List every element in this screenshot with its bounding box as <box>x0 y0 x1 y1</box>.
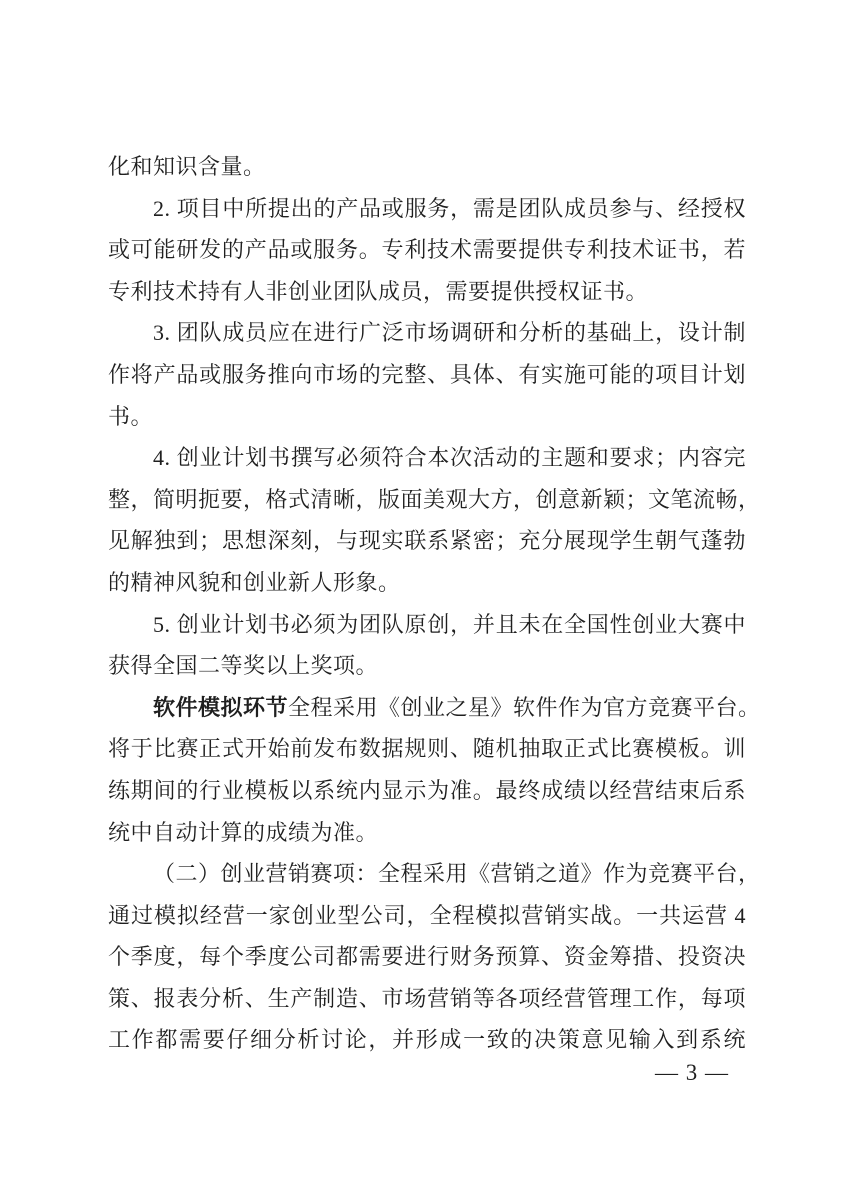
paragraph-line: 化和知识含量。 <box>108 154 266 179</box>
section-label-software-simulation: 软件模拟环节 <box>153 694 289 720</box>
paragraph-text: 全程采用《创业之星》软件作为官方竞赛平台。 <box>288 694 761 720</box>
paragraph-line: 作将产品或服务推向市场的完整、具体、有实施可能的项目计划 <box>108 361 746 387</box>
paragraph-line: 个季度，每个季度公司都需要进行财务预算、资金筹措、投资决 <box>108 944 746 970</box>
paragraph-line: 或可能研发的产品或服务。专利技术需要提供专利技术证书，若 <box>108 237 746 263</box>
paragraph-line: 统中自动计算的成绩为准。 <box>108 819 379 845</box>
paragraph-line: 策、报表分析、生产制造、市场营销等各项经营管理工作，每项 <box>108 985 746 1011</box>
paragraph-line: 书。 <box>108 403 154 429</box>
paragraph-line: 见解独到；思想深刻，与现实联系紧密；充分展现学生朝气蓬勃 <box>108 528 746 554</box>
paragraph-line: 工作都需要仔细分析讨论，并形成一致的决策意见输入到系统 <box>108 1027 746 1053</box>
paragraph-line: 4. 创业计划书撰写必须符合本次活动的主题和要求；内容完 <box>153 445 746 471</box>
paragraph-line: 2. 项目中所提出的产品或服务，需是团队成员参与、经授权 <box>153 195 746 221</box>
document-body <box>108 146 761 1061</box>
paragraph-line: 通过模拟经营一家创业型公司，全程模拟营销实战。一共运营 4 <box>108 902 746 928</box>
paragraph-line: 5. 创业计划书必须为团队原创，并且未在全国性创业大赛中 <box>153 611 746 637</box>
paragraph-line: 整，简明扼要，格式清晰，版面美观大方，创意新颖；文笔流畅， <box>108 486 761 512</box>
paragraph-line: 的精神风貌和创业新人形象。 <box>108 569 401 595</box>
paragraph-line: 专利技术持有人非创业团队成员，需要提供授权证书。 <box>108 278 649 304</box>
paragraph-line: 练期间的行业模板以系统内显示为准。最终成绩以经营结束后系 <box>108 777 746 803</box>
paragraph-line <box>108 687 761 729</box>
paragraph-line: （二）创业营销赛项：全程采用《营销之道》作为竞赛平台， <box>153 861 761 887</box>
paragraph-line: 将于比赛正式开始前发布数据规则、随机抽取正式比赛模板。训 <box>108 736 746 762</box>
page-number: — 3 — <box>655 1060 729 1085</box>
paragraph-line: 3. 团队成员应在进行广泛市场调研和分析的基础上，设计制 <box>153 320 746 346</box>
paragraph-line: 获得全国二等奖以上奖项。 <box>108 653 379 679</box>
